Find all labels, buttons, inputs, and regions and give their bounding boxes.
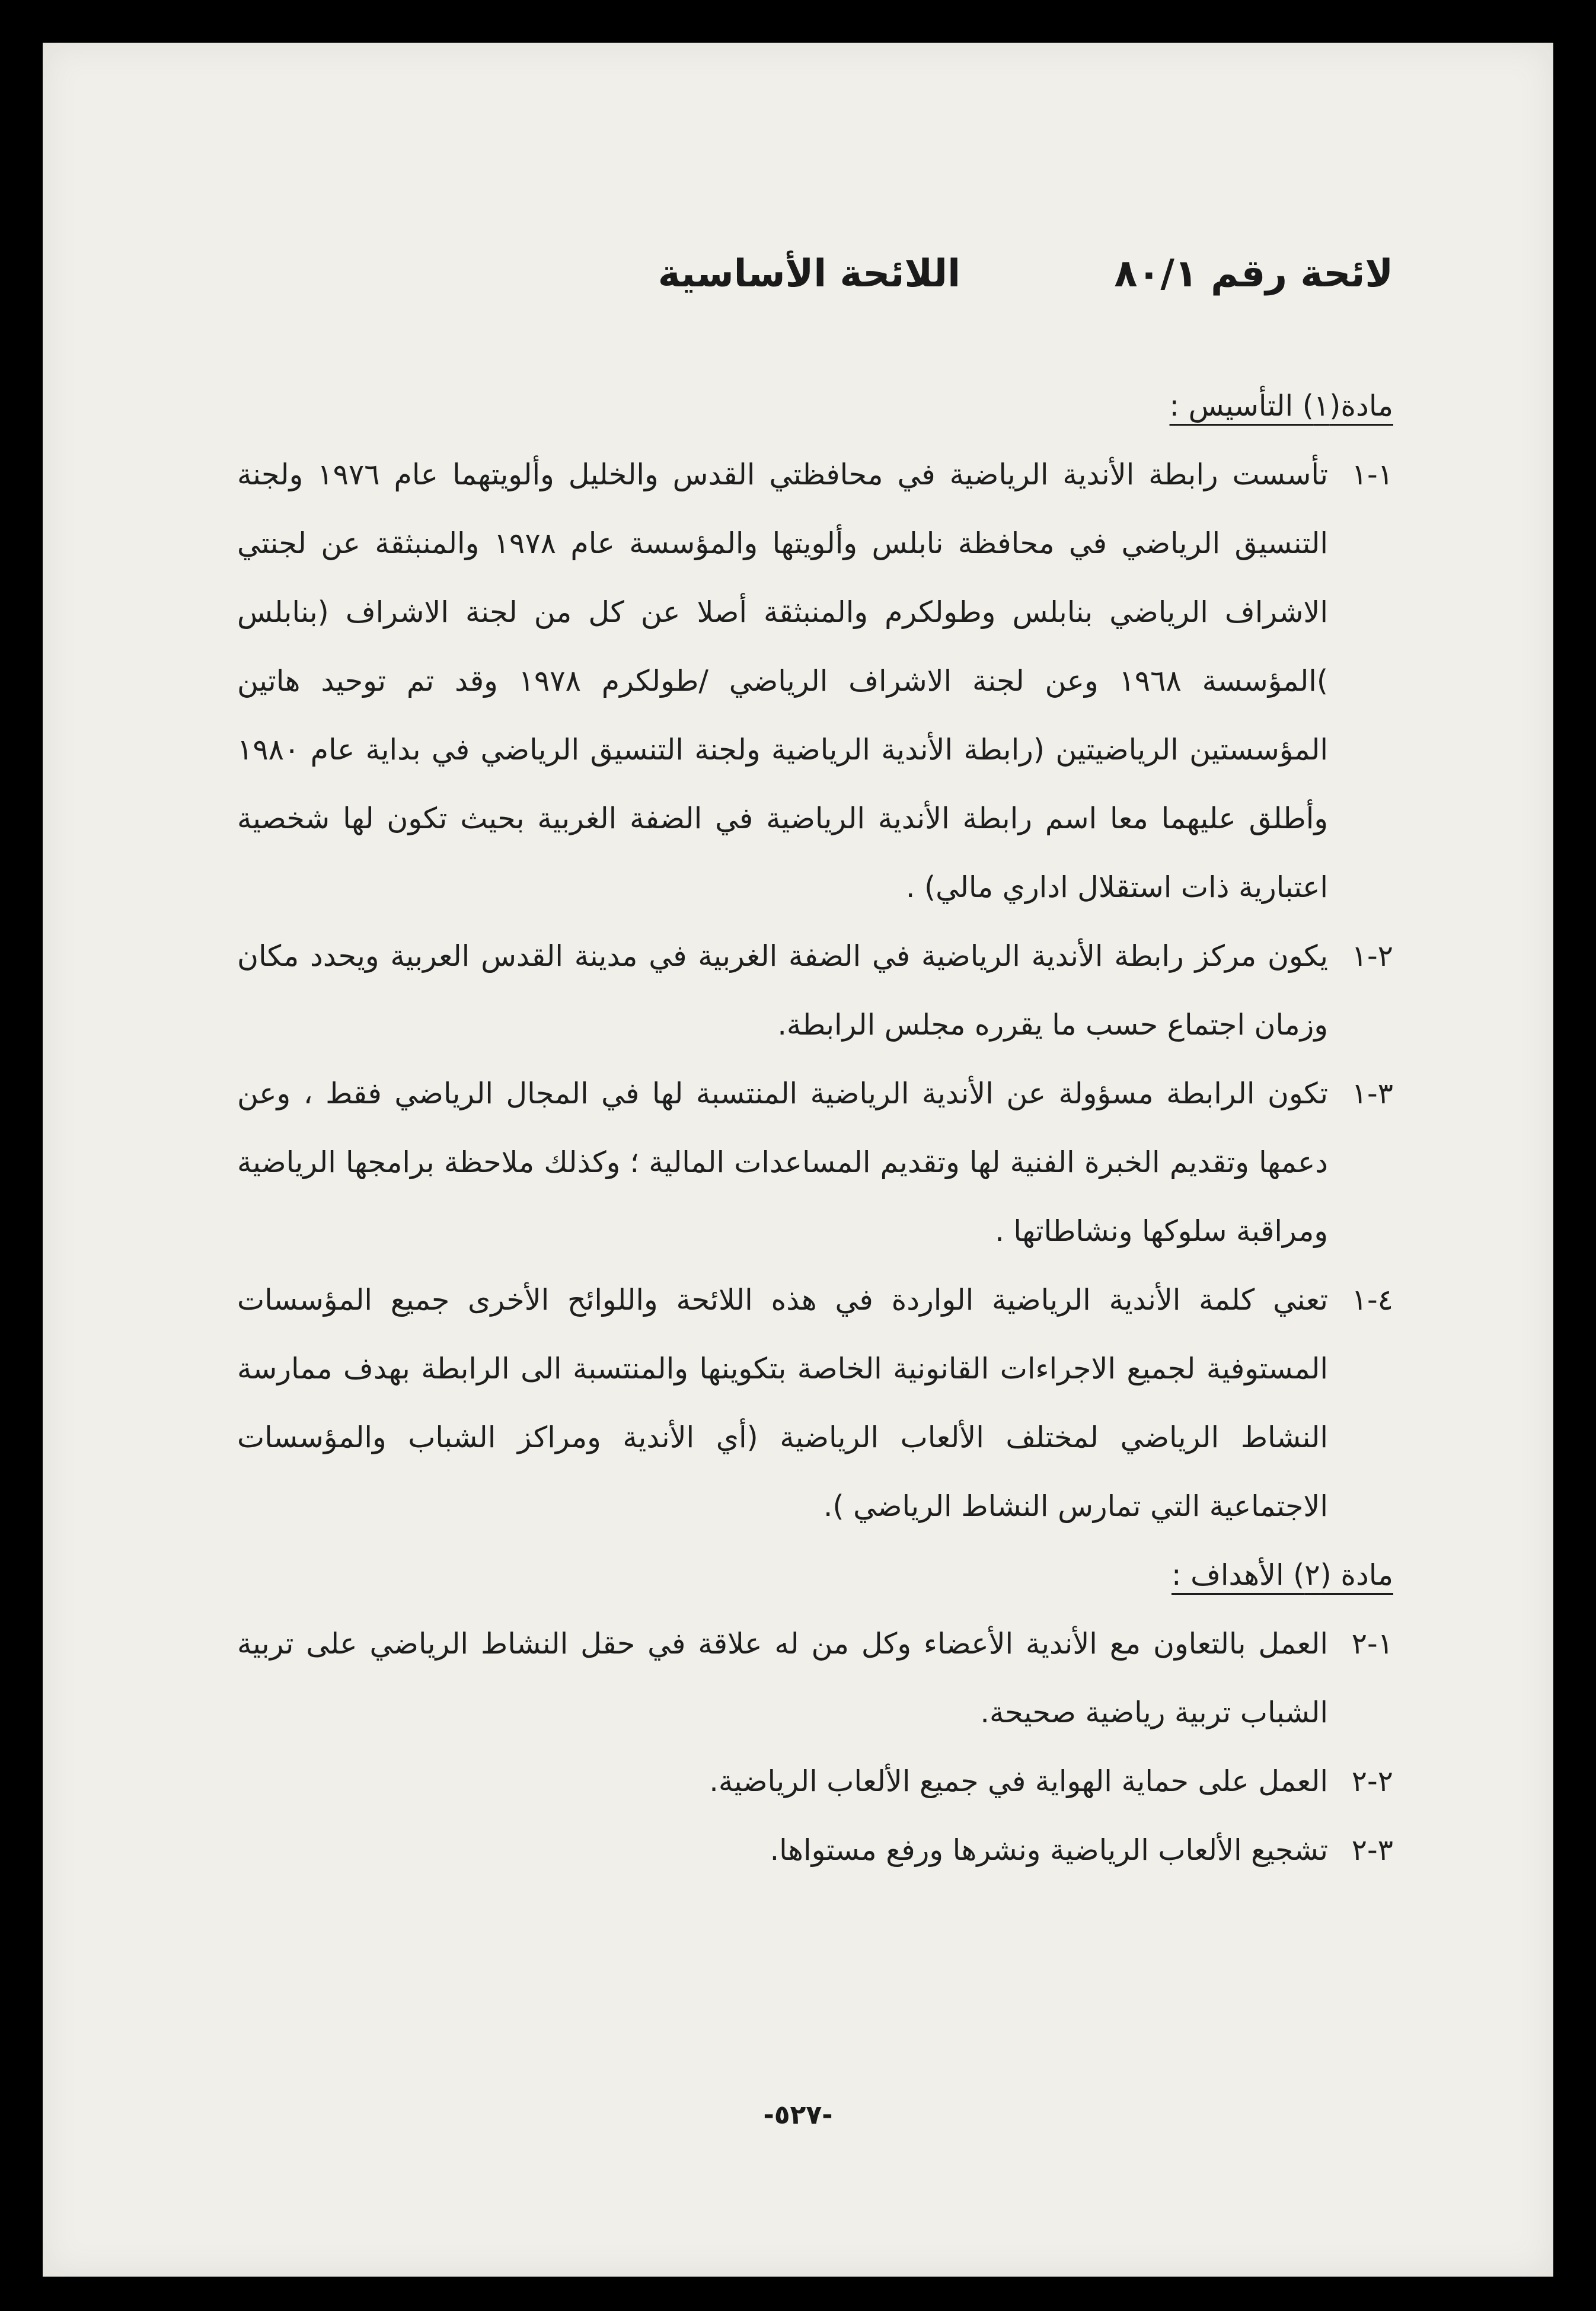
- clause-2-3: [237, 1816, 1393, 1885]
- section-heading-row: [237, 1541, 1393, 1610]
- clause-2-1: [237, 1610, 1393, 1747]
- page-number: -٥٢٧-: [763, 2100, 833, 2130]
- clause-text: العمل على حماية الهواية في جميع الألعاب الرياضية.: [709, 1764, 1328, 1798]
- clause-1-2: [237, 922, 1393, 1059]
- document-body: [237, 372, 1393, 1885]
- clause-text: يكون مركز رابطة الأندية الرياضية في الضفة الغربية في مدينة القدس العربية ويحدد مكان وزمان اجتماع حسب ما يقرره مجلس الرابطة.: [237, 939, 1328, 1042]
- title-row: [43, 238, 1553, 309]
- clause-1-3: [237, 1059, 1393, 1266]
- regulation-name-title: اللائحة الأساسية: [657, 252, 960, 296]
- clause-text: تكون الرابطة مسؤولة عن الأندية الرياضية المنتسبة لها في المجال الرياضي فقط ، وعن دعمها وتقديم الخبرة الفنية لها وتقديم المساعدات المالية ؛ وكذلك ملاحظة برامجها الرياضية ومراقبة سلوكها ونشاطاتها .: [237, 1077, 1328, 1248]
- clause-number: ٣-١: [1351, 1077, 1393, 1110]
- clause-number: ٤-١: [1351, 1283, 1393, 1317]
- clause-number: ١-٢: [1351, 1627, 1393, 1661]
- clause-1-1: [237, 441, 1393, 922]
- document-page: [43, 43, 1553, 2277]
- clause-number: ٢-١: [1351, 939, 1393, 973]
- clause-1-4: [237, 1266, 1393, 1541]
- clause-number: ٢-٢: [1351, 1764, 1393, 1798]
- clause-text: تعني كلمة الأندية الرياضية الواردة في هذه اللائحة واللوائح الأخرى جميع المؤسسات المستوفية لجميع الاجراءات القانونية الخاصة بتكوينها والمنتسبة الى الرابطة بهدف ممارسة النشاط الرياضي لمختلف الألعاب الرياضية (أي الأندية ومراكز الشباب والمؤسسات الاجتماعية التي تمارس النشاط الرياضي ).: [237, 1283, 1328, 1523]
- clause-text: تشجيع الألعاب الرياضية ونشرها ورفع مستواها.: [770, 1833, 1328, 1867]
- clause-text: تأسست رابطة الأندية الرياضية في محافظتي القدس والخليل وألويتهما عام ١٩٧٦ ولجنة التنسيق الرياضي في محافظة نابلس وألويتها والمؤسسة عام ١٩٧٨ والمنبثقة عن لجنتي الاشراف الرياضي بنابلس وطولكرم والمنبثقة أصلا عن كل من لجنة الاشراف (بنابلس )المؤسسة ١٩٦٨ وعن لجنة الاشراف الرياضي /طولكرم ١٩٧٨ وقد تم توحيد هاتين المؤسستين الرياضيتين (رابطة الأندية الرياضية ولجنة التنسيق الرياضي في بداية عام ١٩٨٠ وأطلق عليهما معا اسم رابطة الأندية الرياضية في الضفة الغربية بحيث تكون لها شخصية اعتبارية ذات استقلال اداري مالي) .: [237, 458, 1329, 904]
- section-1-heading: مادة(١) التأسيس :: [1169, 389, 1393, 423]
- regulation-number-title: لائحة رقم ٨٠/١: [1114, 252, 1393, 296]
- clause-number: ١-١: [1351, 458, 1393, 491]
- clause-number: ٣-٢: [1351, 1833, 1393, 1867]
- clause-text: العمل بالتعاون مع الأندية الأعضاء وكل من له علاقة في حقل النشاط الرياضي على تربية الشباب تربية رياضية صحيحة.: [237, 1627, 1328, 1729]
- section-2-heading: مادة (٢) الأهداف :: [1171, 1558, 1393, 1592]
- section-heading-row: [237, 372, 1393, 441]
- clause-2-2: [237, 1747, 1393, 1816]
